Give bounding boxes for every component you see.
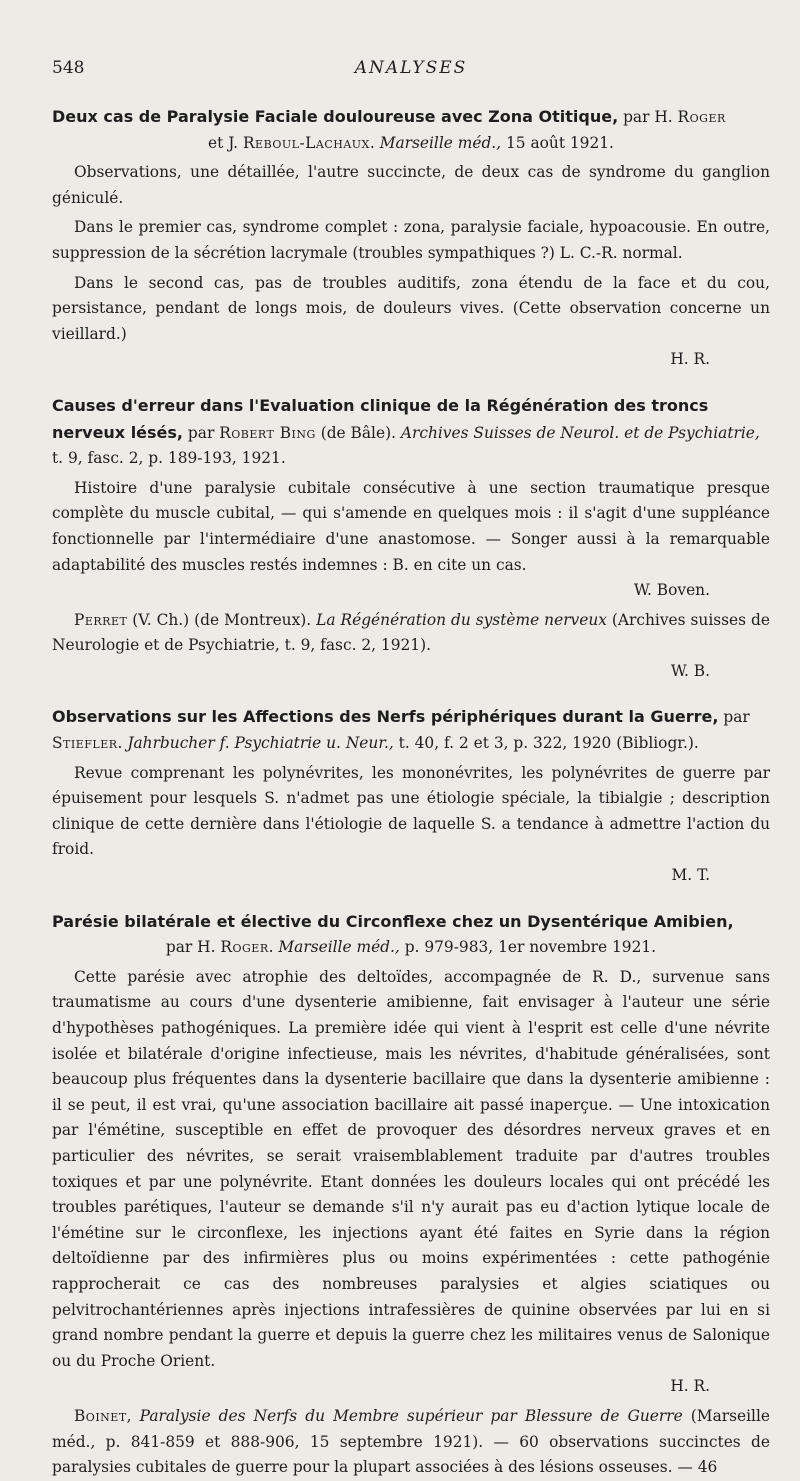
- entry-heading: [52, 393, 770, 472]
- author-name: Roger: [677, 108, 726, 126]
- abstract-paragraph: Dans le premier cas, syndrome complet : zona, paralysie faciale, hypoacousie. En outre, suppression de la sécrétion lacrymale (troubles sympathiques ?) L. C.-R. normal.: [52, 218, 770, 262]
- byline: [52, 131, 770, 157]
- byline-prefix: par H.: [623, 108, 678, 126]
- reviewer-signature: H. R.: [670, 350, 710, 369]
- reference-details: ,: [126, 1406, 140, 1425]
- abstract-entry: [52, 909, 770, 1481]
- byline-separator: .: [117, 734, 128, 753]
- citation-ref: 15 août 1921.: [501, 133, 614, 152]
- entry-title: Causes d'erreur dans l'Evaluation clinique de la Régénération des troncs nerveux lésés,: [52, 395, 709, 442]
- entry-heading: [52, 704, 770, 756]
- reference-author: Boinet: [74, 1406, 127, 1425]
- entry-title: Parésie bilatérale et élective du Circonflexe chez un Dysentérique Amibien,: [52, 911, 734, 931]
- related-reference: [52, 1404, 770, 1481]
- abstract-entry: [52, 393, 770, 685]
- entry-heading: [52, 909, 770, 961]
- byline: [52, 935, 770, 961]
- journal-name: Marseille méd.,: [379, 133, 502, 152]
- page-number: 548: [52, 58, 85, 78]
- journal-name: Jahrbucher f. Psychiatrie u. Neur.,: [127, 734, 394, 753]
- byline-connector: (de Bâle).: [315, 423, 401, 442]
- reference-details: (V. Ch.) (de Montreux).: [127, 610, 317, 629]
- reviewer-signature: H. R.: [670, 1377, 710, 1396]
- byline-separator: .: [268, 938, 279, 957]
- reviewer-signature: W. Boven.: [633, 581, 710, 600]
- running-head: [52, 50, 770, 84]
- citation-ref: p. 979-983, 1er novembre 1921.: [399, 938, 657, 957]
- related-reference: [52, 608, 770, 659]
- citation-ref: t. 40, f. 2 et 3, p. 322, 1920 (Bibliogr.).: [393, 734, 699, 753]
- author-name: Roger: [220, 938, 269, 957]
- reviewer-signature: M. T.: [671, 866, 710, 885]
- byline-prefix: par: [187, 423, 220, 442]
- abstract-paragraph: Histoire d'une paralysie cubitale consécutive à une section traumatique presque complète du muscle cubital, — qui s'amende en quelques mois : il s'agit d'une suppléance fonctionnelle par l'intermédiaire d'une anastomose. — Songer aussi à la remarquable adaptabilité des muscles restés indemnes : B. en cite un cas.: [52, 478, 770, 574]
- journal-name: Marseille méd.,: [278, 938, 400, 957]
- reference-source: (Marseille méd., p. 841-859 et 888-906, 15 septembre 1921). — 60 observations succinctes de paralysies cubitales de guerre pour la plupart associées à des lésions osseuses. — 46: [52, 1406, 770, 1477]
- abstract-paragraph: Dans le second cas, pas de troubles auditifs, zona étendu de la face et du cou, persistance, pendant de longs mois, de douleurs vives. (Cette observation concerne un vieillard.): [52, 273, 770, 343]
- reference-source: (Archives suisses de Neurologie et de Psychiatrie, t. 9, fasc. 2, 1921).: [52, 610, 770, 655]
- author-name: Robert Bing: [219, 423, 316, 442]
- reference-title: La Régénération du système nerveux: [316, 610, 607, 629]
- citation-ref: t. 9, fasc. 2, p. 189-193, 1921.: [52, 449, 286, 468]
- reference-author: Perret: [74, 610, 128, 629]
- abstract-paragraph: Revue comprenant les polynévrites, les mononévrites, les polynévrites de guerre par épuisement pour lesquels S. n'admet pas une étiologie spéciale, la tibialgie ; description clinique de cette dernière dans l'étiologie de laquelle S. a tendance à admettre l'action du froid.: [52, 763, 770, 859]
- abstract-paragraph: Observations, une détaillée, l'autre succincte, de deux cas de syndrome du ganglion géniculé.: [52, 163, 770, 207]
- byline-prefix: par H.: [165, 938, 221, 957]
- running-title: ANALYSES: [354, 58, 468, 78]
- byline-connector: et J.: [208, 133, 243, 152]
- author-name: Stiefler: [52, 734, 118, 753]
- entry-title: Observations sur les Affections des Nerfs périphériques durant la Guerre,: [52, 707, 719, 727]
- entry-heading: [52, 104, 770, 156]
- reviewer-signature: W. B.: [670, 661, 710, 680]
- byline-prefix: par: [723, 708, 750, 727]
- byline-separator: .: [369, 133, 380, 152]
- reference-title: Paralysie des Nerfs du Membre supérieur par Blessure de Guerre: [139, 1406, 683, 1425]
- author-name: Reboul-Lachaux: [242, 133, 370, 152]
- journal-name: Archives Suisses de Neurol. et de Psychiatrie,: [400, 423, 760, 442]
- abstract-entry: [52, 104, 770, 373]
- entry-title: Deux cas de Paralysie Faciale douloureuse avec Zona Otitique,: [52, 107, 619, 126]
- abstract-entry: [52, 704, 770, 888]
- abstract-paragraph: Cette parésie avec atrophie des deltoïdes, accompagnée de R. D., survenue sans traumatisme au cours d'une dysenterie amibienne, fait envisager à l'auteur une série d'hypothèses pathogéniques. La première idée qui vient à l'esprit est celle d'une névrite isolée et bilatérale d'origine infectieuse, mais les névrites, d'habitude généralisées, sont beaucoup plus fréquentes dans la dysenterie bacillaire que dans la dysenterie amibienne : il se peut, il est vrai, qu'une association bacillaire ait passé inaperçue. — Une intoxication par l'émétine, susceptible en effet de provoquer des désordres nerveux graves et en particulier des névrites, se serait vraisemblablement traduite par d'autres troubles toxiques et par une polynévrite. Etant données les douleurs locales qui ont précédé les troubles parétiques, l'auteur se demande s'il n'y aurait pas eu d'action lytique locale de l'émétine sur le circonflexe, les injections ayant été faites en Syrie dans la région deltoïdienne par des infirmières plus ou moins expérimentées : cette pathogénie rapprocherait ce cas des nombreuses paralysies et algies sciatiques ou pelvitrochantériennes après injections intrafessières de quinine observées par lui en si grand nombre pendant la guerre et depuis la guerre chez les militaires venus de Salonique ou du Proche Orient.: [52, 967, 770, 1370]
